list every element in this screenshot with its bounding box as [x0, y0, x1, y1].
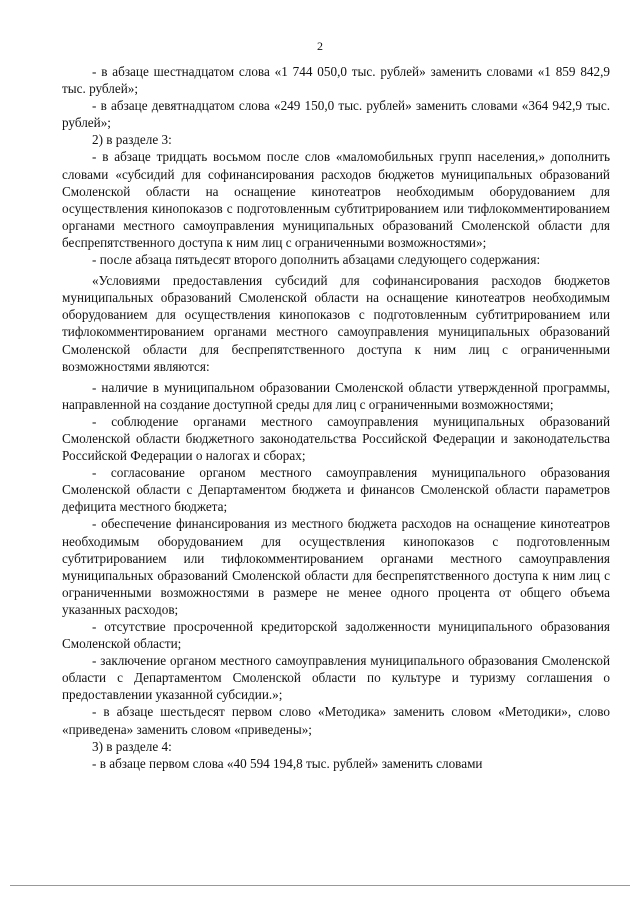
paragraph-14: 3) в разделе 4:	[92, 738, 172, 754]
paragraph-2: - в абзаце девятнадцатом слова «249 150,0 тыс. рублей» заменить словами «364 942,9 тыс. рублей»;	[62, 98, 610, 131]
paragraph-15: - в абзаце первом слова «40 594 194,8 тыс. рублей» заменить словами	[92, 755, 483, 771]
paragraph-11: - отсутствие просроченной кредиторской задолженности муниципального образования Смоленской области;	[62, 619, 610, 652]
paragraph-3: 2) в разделе 3:	[92, 132, 172, 148]
paragraph-9: - согласование органом местного самоуправления муниципального образования Смоленской области с Департаментом бюджета и финансов Смоленской области параметров дефицита местного бюджета;	[62, 465, 610, 515]
paragraph-1: - в абзаце шестнадцатом слова «1 744 050,0 тыс. рублей» заменить словами «1 859 842,9 тыс. рублей»;	[62, 64, 610, 97]
bottom-rule	[10, 885, 630, 886]
paragraph-8: - соблюдение органами местного самоуправления муниципальных образований Смоленской области бюджетного законодательства Российской Федерации и законодательства Российской Федерации о налогах и сборах;	[62, 413, 610, 464]
paragraph-5: - после абзаца пятьдесят второго дополнить абзацами следующего содержания:	[92, 252, 541, 268]
page-number: 2	[317, 39, 323, 53]
document-body	[62, 63, 610, 772]
paragraph-7: - наличие в муниципальном образовании Смоленской области утвержденной программы, направленной на создание доступной среды для лиц с ограниченными возможностями;	[62, 379, 610, 412]
paragraph-10: - обеспечение финансирования из местного бюджета расходов на оснащение кинотеатров необходимым оборудованием для осуществления кинопоказов с подготовленным субтитрированием или тифлокомментированием органами местного самоуправления муниципальных образований Смоленской области для беспрепятственного доступа к ним лиц с ограниченными возможностями в размере не менее одного процента от общего объема указанных расходов;	[62, 516, 610, 617]
paragraph-12: - заключение органом местного самоуправления муниципального образования Смоленской области с Департаментом Смоленской области по культуре и туризму соглашения о предоставлении указанной субсидии.»;	[62, 653, 610, 703]
paragraph-6: «Условиями предоставления субсидий для софинансирования расходов бюджетов муниципальных образований Смоленской области на оснащение кинотеатров необходимым оборудованием для осуществления кинопоказов с подготовленным субтитрированием или тифлокомментированием органами местного самоуправления муниципальных образований Смоленской области для беспрепятственного доступа к ним лиц с ограниченными возможностями являются:	[62, 273, 610, 374]
paragraph-4: - в абзаце тридцать восьмом после слов «маломобильных групп населения,» дополнить словами «субсидий для софинансирования расходов бюджетов муниципальных образований Смоленской области на оснащение кинотеатров необходимым оборудованием для осуществления кинопоказов с подготовленным субтитрированием или тифлокомментированием органами местного самоуправления муниципальных образований Смоленской области для беспрепятственного доступа к ним лиц с ограниченными возможностями»;	[62, 149, 610, 250]
paragraph-13: - в абзаце шестьдесят первом слово «Методика» заменить словом «Методики», слово «приведена» заменить словом «приведены»;	[62, 704, 610, 737]
